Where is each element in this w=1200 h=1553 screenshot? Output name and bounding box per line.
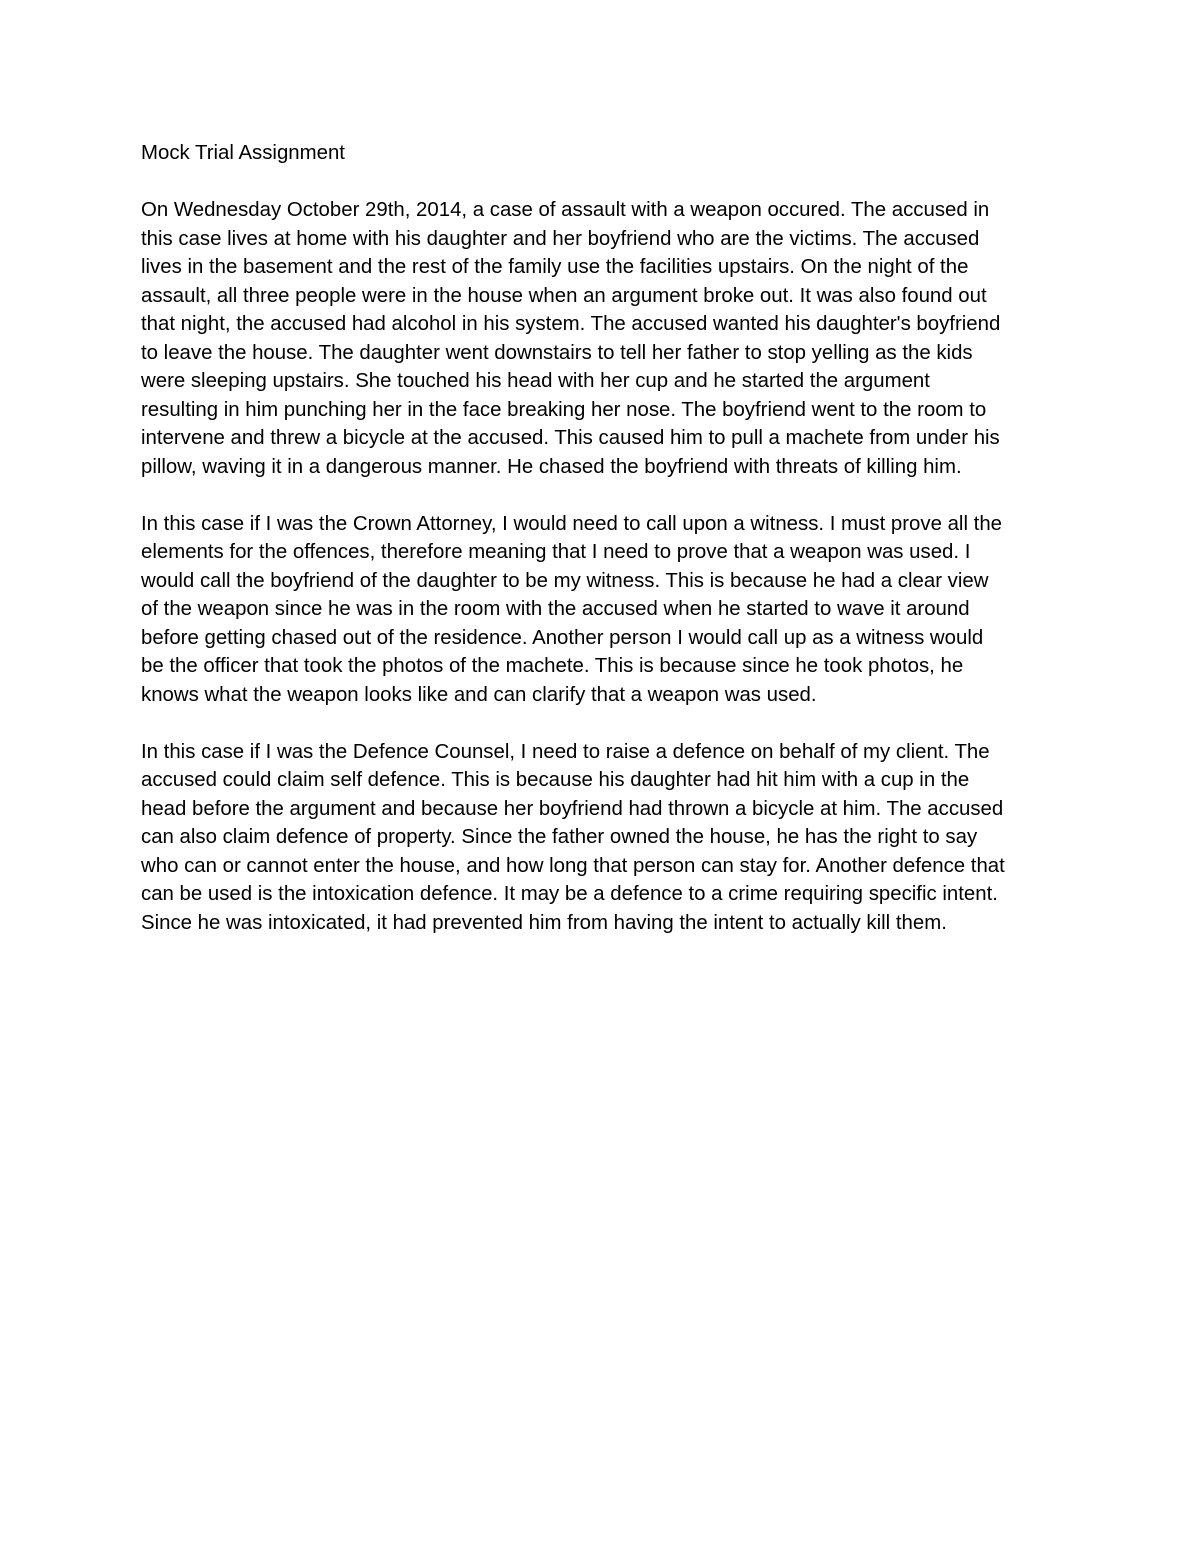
text-line: intervene and threw a bicycle at the accused. This caused him to pull a machete from under his: [141, 427, 1000, 449]
paragraph-crown-attorney: [141, 510, 1063, 710]
text-line: would call the boyfriend of the daughter to be my witness. This is because he had a clear view: [141, 569, 989, 592]
text-line: can also claim defence of property. Since the father owned the house, he has the right to say: [141, 826, 978, 848]
text-line: can be used is the intoxication defence. It may be a defence to a crime requiring specific intent.: [141, 883, 998, 905]
paragraph-defence-counsel: [141, 738, 1063, 938]
text-line: who can or cannot enter the house, and how long that person can stay for. Another defence that: [141, 854, 1005, 877]
text-line: pillow, waving it in a dangerous manner. He chased the boyfriend with threats of killing him.: [141, 455, 962, 478]
text-line: were sleeping upstairs. She touched his head with her cup and he started the argument: [141, 370, 930, 392]
text-line: assault, all three people were in the house when an argument broke out. It was also found out: [141, 284, 987, 307]
text-line: this case lives at home with his daughter and her boyfriend who are the victims. The accused: [141, 227, 980, 250]
text-line: to leave the house. The daughter went downstairs to tell her father to stop yelling as the kids: [141, 341, 973, 364]
text-line: In this case if I was the Crown Attorney, I would need to call upon a witness. I must prove all the: [141, 512, 1002, 535]
text-line: Since he was intoxicated, it had prevented him from having the intent to actually kill them.: [141, 911, 947, 934]
text-line: be the officer that took the photos of the machete. This is because since he took photos, he: [141, 655, 964, 677]
text-line: In this case if I was the Defence Counsel, I need to raise a defence on behalf of my client. The: [141, 740, 990, 763]
document-body: [141, 139, 1063, 966]
text-line: lives in the basement and the rest of the family use the facilities upstairs. On the night of the: [141, 256, 969, 278]
text-line: resulting in him punching her in the face breaking her nose. The boyfriend went to the room to: [141, 398, 987, 421]
text-line: On Wednesday October 29th, 2014, a case of assault with a weapon occured. The accused in: [141, 199, 990, 221]
text-line: of the weapon since he was in the room with the accused when he started to wave it around: [141, 598, 970, 620]
text-line: head before the argument and because her boyfriend had thrown a bicycle at him. The accused: [141, 797, 1004, 820]
document-title: Mock Trial Assignment: [141, 142, 345, 164]
text-line: that night, the accused had alcohol in his system. The accused wanted his daughter's boyfriend: [141, 313, 1001, 335]
text-line: accused could claim self defence. This is because his daughter had hit him with a cup in the: [141, 769, 970, 791]
text-line: elements for the offences, therefore meaning that I need to prove that a weapon was used. I: [141, 541, 971, 563]
text-line: before getting chased out of the residence. Another person I would call up as a witness would: [141, 626, 984, 649]
text-line: knows what the weapon looks like and can clarify that a weapon was used.: [141, 683, 817, 706]
paragraph-case-facts: [141, 196, 1063, 481]
